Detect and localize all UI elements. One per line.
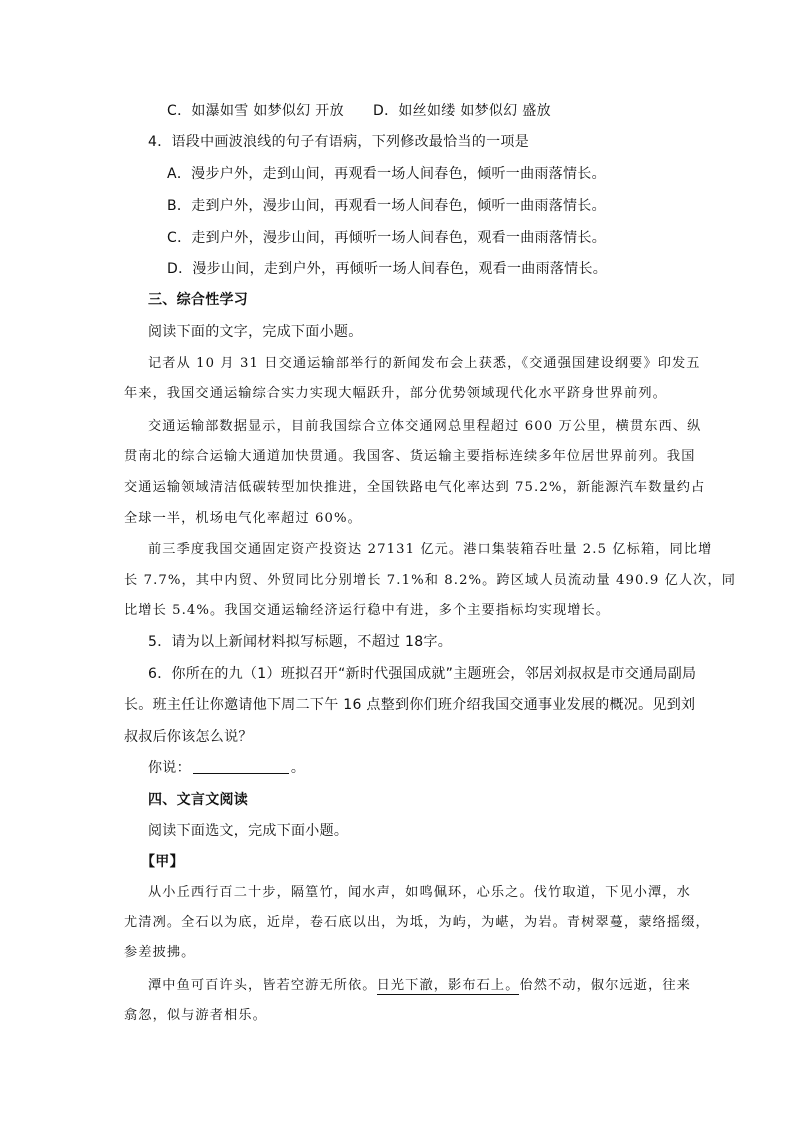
classical-text: 佁然不动，俶尔远逝，往来 bbox=[519, 978, 691, 993]
news-line: 记者从 10 月 31 日交通运输部举行的新闻发布会上获悉，《交通强国建设纲要》印发五 bbox=[148, 356, 701, 371]
news-line: 前三季度我国交通固定资产投资达 27131 亿元。港口集装箱吞吐量 2.5 亿标箱，同比增 bbox=[148, 542, 713, 557]
news-line: 比增长 5.4%。我国交通运输经济运行稳中有进，多个主要指标均实现增长。 bbox=[124, 603, 611, 618]
question-6-line: 叔叔后你该怎么说？ bbox=[124, 729, 253, 745]
question-4: 4．语段中画波浪线的句子有语病，下列修改最恰当的一项是 bbox=[148, 134, 530, 150]
news-line: 全球一半，机场电气化率超过 60%。 bbox=[124, 511, 362, 526]
q4-option-b: B．走到户外，漫步山间，再观看一场人间春色，倾听一曲雨落情长。 bbox=[167, 198, 606, 214]
classical-line: 翕忽，似与游者相乐。 bbox=[124, 1008, 267, 1023]
classical-text: 潭中鱼可百许头，皆若空游无所依。 bbox=[148, 978, 377, 993]
section-3-heading: 三、综合性学习 bbox=[148, 292, 249, 308]
section-3-instruction: 阅读下面的文字，完成下面小题。 bbox=[148, 324, 363, 340]
question-6-line: 长。班主任让你邀请他下周二下午 16 点整到你们班介绍我国交通事业发展的概况。见到刘 bbox=[124, 697, 696, 713]
q4-option-a: A．漫步户外，走到山间，再观看一场人间春色，倾听一曲雨落情长。 bbox=[167, 166, 606, 182]
q4-option-d: D．漫步山间，走到户外，再倾听一场人间春色，观看一曲雨落情长。 bbox=[167, 261, 608, 277]
option-d-top: D．如丝如缕 如梦似幻 盛放 bbox=[373, 103, 551, 119]
section-4-heading: 四、文言文阅读 bbox=[148, 792, 249, 808]
classical-line: 从小丘西行百二十步，隔篁竹，闻水声，如鸣佩环，心乐之。伐竹取道，下见小潭，水 bbox=[148, 885, 691, 900]
answer-blank[interactable] bbox=[193, 759, 289, 774]
underlined-sentence: 日光下澈，影布石上。 bbox=[376, 978, 520, 993]
passage-label-jia: 【甲】 bbox=[141, 854, 184, 870]
answer-line bbox=[148, 758, 305, 778]
news-line: 交通运输领域清洁低碳转型加快推进，全国铁路电气化率达到 75.2%，新能源汽车数量约占 bbox=[124, 480, 706, 495]
question-5: 5．请为以上新闻材料拟写标题，不超过 18字。 bbox=[148, 634, 453, 650]
question-6-line: 6．你所在的九（1）班拟召开“新时代强国成就”主题班会，邻居刘叔叔是市交通局副局 bbox=[148, 666, 697, 682]
classical-line: 尤清冽。全石以为底，近岸，卷石底以出，为坻，为屿，为嵁，为岩。青树翠蔓，蒙络摇缀， bbox=[124, 915, 710, 930]
classical-line bbox=[148, 976, 691, 996]
q4-option-c: C．走到户外，漫步山间，再倾听一场人间春色，观看一曲雨落情长。 bbox=[167, 230, 607, 246]
answer-prefix: 你说： bbox=[148, 760, 191, 776]
section-4-instruction: 阅读下面选文，完成下面小题。 bbox=[148, 823, 349, 839]
news-line: 交通运输部数据显示，目前我国综合立体交通网总里程超过 600 万公里，横贯东西、纵 bbox=[148, 419, 702, 434]
classical-line: 参差披拂。 bbox=[124, 945, 196, 960]
answer-suffix: 。 bbox=[290, 760, 306, 776]
option-c-top: C．如瀑如雪 如梦似幻 开放 bbox=[167, 103, 344, 119]
news-line: 长 7.7%，其中内贸、外贸同比分别增长 7.1%和 8.2%。跨区域人员流动量 490.9 亿人次，同 bbox=[124, 573, 737, 588]
news-line: 年来，我国交通运输综合实力实现大幅跃升，部分优势领域现代化水平跻身世界前列。 bbox=[124, 386, 667, 401]
news-line: 贯南北的综合运输大通道加快贯通。我国客、货运输主要指标连续多年位居世界前列。我国 bbox=[124, 449, 696, 464]
